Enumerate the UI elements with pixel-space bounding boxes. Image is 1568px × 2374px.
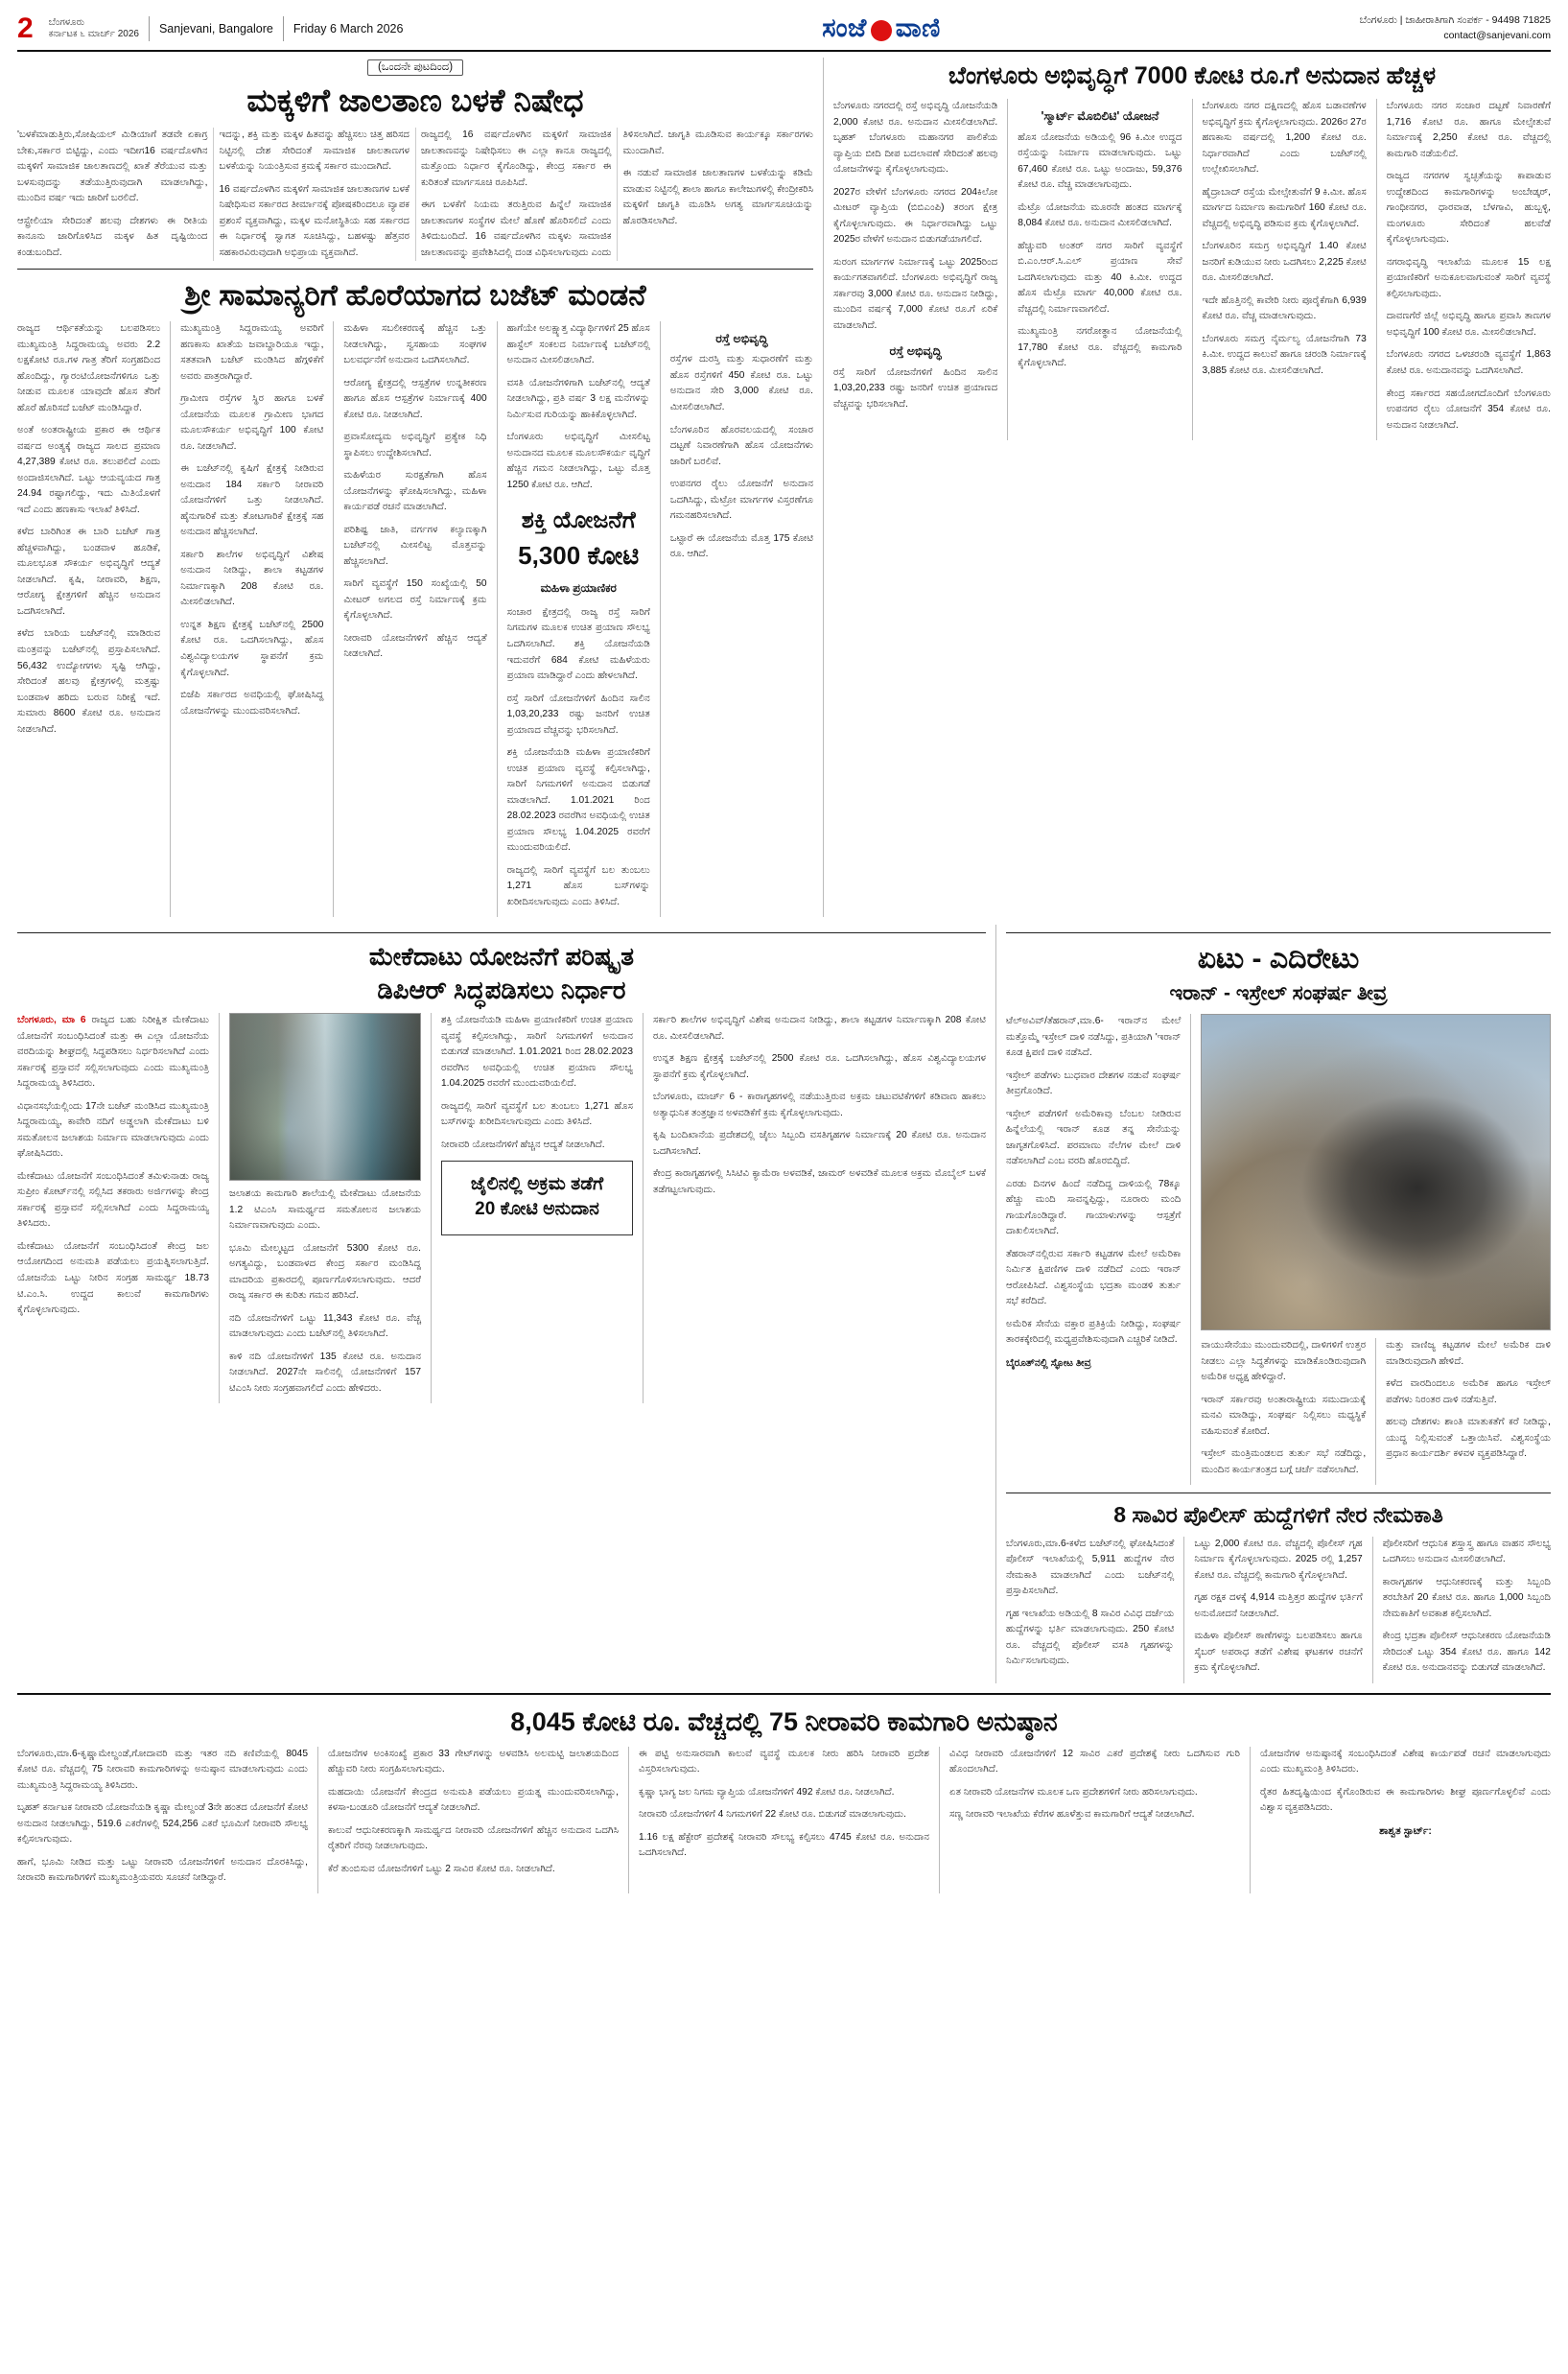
budget-col-1	[17, 321, 160, 917]
band-top	[17, 58, 1551, 917]
paragraph: ಕೃಷ್ಣಾ ಭಾಗ್ಯ ಜಲ ನಿಗಮ ವ್ಯಾಪ್ತಿಯ ಯೋಜನೆಗಳಿಗೆ 492 ಕೋಟಿ ರೂ. ನೀಡಲಾಗಿದೆ.	[639, 1786, 895, 1798]
paragraph: ಇರಾನ್ ಸರ್ಕಾರವು ಅಂತಾರಾಷ್ಟ್ರೀಯ ಸಮುದಾಯಕ್ಕೆ ಮನವಿ ಮಾಡಿದ್ದು, ಸಂಘರ್ಷ ನಿಲ್ಲಿಸಲು ಮಧ್ಯಸ್ಥಿಕೆ ವಹಿಸುವಂತೆ ಕೋರಿದೆ.	[1201, 1394, 1367, 1437]
headline-jail-line1: ಜೈಲಿನಲ್ಲಿ ಅಕ್ರಮ ತಡೆಗೆ	[470, 1174, 604, 1195]
paragraph: ಇದೇ ಹೊತ್ತಿನಲ್ಲಿ ಕಾವೇರಿ ನೀರು ಪೂರೈಕೆಗಾಗಿ 6,939 ಕೋಟಿ ರೂ. ವೆಚ್ಚ ಮಾಡಲಾಗುವುದು.	[1202, 294, 1367, 322]
mid-vertical-rule	[995, 925, 996, 1683]
paragraph: ಮುಖ್ಯಮಂತ್ರಿ ನಗರೋತ್ಥಾನ ಯೋಜನೆಯಲ್ಲಿ 17,780 ಕೋಟಿ ರೂ. ವೆಚ್ಚದಲ್ಲಿ ಕಾಮಗಾರಿ ಕೈಗೊಳ್ಳಲಾಗಿದೆ.	[1018, 326, 1182, 369]
paragraph: 1.16 ಲಕ್ಷ ಹೆಕ್ಟೇರ್ ಪ್ರದೇಶಕ್ಕೆ ನೀರಾವರಿ ಸೌಲಭ್ಯ ಕಲ್ಪಿಸಲು 4745 ಕೋಟಿ ರೂ. ಅನುದಾನ ಒದಗಿಸಲಾಗಿದೆ.	[639, 1831, 929, 1859]
paragraph: ರಾಜ್ಯದಲ್ಲಿ ಸಾರಿಗೆ ವ್ಯವಸ್ಥೆಗೆ ಬಲ ತುಂಬಲು 1,271 ಹೊಸ ಬಸ್‌ಗಳನ್ನು ಖರೀದಿಸಲಾಗುವುದು ಎಂದು ತಿಳಿಸಿದೆ.	[506, 864, 650, 907]
paragraph: ಬೆಂಗಳೂರು,ಮಾ.6-ಕಳೆದ ಬಜೆಟ್‌ನಲ್ಲಿ ಘೋಷಿಸಿದಂತೆ ಪೊಲೀಸ್ ಇಲಾಖೆಯಲ್ಲಿ 5,911 ಹುದ್ದೆಗಳ ನೇರ ನೇಮಕಾತಿ ಮಾಡಲಾಗಿದೆ ಎಂದು ಬಜೆಟ್‌ನಲ್ಲಿ ಪ್ರಸ್ತಾಪಿಸಲಾಗಿದೆ.	[1006, 1538, 1175, 1597]
iran-lower-columns	[1201, 1338, 1551, 1485]
headline-iran-line2: ಇರಾನ್ - ಇಸ್ರೇಲ್ ಸಂಘರ್ಷ ತೀವ್ರ	[1169, 981, 1388, 1004]
paragraph: ಬೆಂಗಳೂರು,ಮಾ.6-ಕೃಷ್ಣಾಮೇಲ್ದಂಡೆ,ಗೋದಾವರಿ ಮತ್ತು ಇತರ ನದಿ ಕಣಿವೆಯಲ್ಲಿ 8045 ಕೋಟಿ ರೂ. ವೆಚ್ಚದಲ್ಲಿ 75 ನೀರಾವರಿ ಕಾಮಗಾರಿಗಳನ್ನು ಅನುಷ್ಠಾನ ಮಾಡಲಾಗುವುದು ಎಂದು ಮುಖ್ಯಮಂತ್ರಿ ಸಿದ್ದರಾಮಯ್ಯ ತಿಳಿಸಿದರು.	[17, 1748, 308, 1791]
column-rule	[1183, 1537, 1184, 1683]
paragraph: ಆರೋಗ್ಯ ಕ್ಷೇತ್ರದಲ್ಲಿ ಆಸ್ಪತ್ರೆಗಳ ಉನ್ನತೀಕರಣ ಹಾಗೂ ಹೊಸ ಆಸ್ಪತ್ರೆಗಳ ನಿರ್ಮಾಣಕ್ಕೆ 400 ಕೋಟಿ ರೂ. ನೀಡಲಾಗಿದೆ.	[343, 377, 487, 420]
rule-above-iran	[1006, 932, 1551, 933]
mekedatu-col-4	[653, 1013, 986, 1403]
paragraph: ಕಾಳಿ ನದಿ ಯೋಜನೆಗಳಿಗೆ 135 ಕೋಟಿ ರೂ. ಅನುದಾನ ನೀಡಲಾಗಿದೆ. 2027ನೇ ಸಾಲಿನಲ್ಲಿ ಯೋಜನೆಗಳಿಗೆ 157 ಟಿಎಂಸಿ ನೀರು ಸಂಗ್ರಹವಾಗಲಿದೆ ಎಂದು ಹೇಳಿದರು.	[229, 1351, 421, 1394]
paragraph: ಇಸ್ರೇಲ್ ಪಡೆಗಳು ಬುಧವಾರ ದೇಶಗಳ ನಡುವೆ ಸಂಘರ್ಷ ತೀವ್ರಗೊಂಡಿದೆ.	[1006, 1069, 1182, 1097]
paragraph: ಹೈದ್ರಾಬಾದ್ ರಸ್ತೆಯ ಮೇಲ್ಸೇತುವೆಗೆ 9 ಕಿ.ಮೀ. ಹೊಸ ಮಾರ್ಗದ ನಿರ್ಮಾಣ ಕಾಮಗಾರಿಗೆ 160 ಕೋಟಿ ರೂ. ವೆಚ್ಚದಲ್ಲಿ ಅಭಿವೃದ್ಧಿ ಪಡಿಸುವ ಕ್ರಮ ಕೈಗೊಳ್ಳಲಾಗಿದೆ.	[1202, 186, 1367, 229]
photo-explosion-smoke	[1201, 1014, 1551, 1330]
story-water-body	[17, 128, 813, 261]
paragraph: ತೆಹರಾನ್‌ನಲ್ಲಿರುವ ಸರ್ಕಾರಿ ಕಟ್ಟಡಗಳ ಮೇಲೆ ಅಮೆರಿಕಾ ನಿರ್ಮಿತ ಕ್ಷಿಪಣಿಗಳ ದಾಳಿ ನಡೆದಿದೆ ಎಂದು ಇರಾನ್ ಆರೋಪಿಸಿದೆ. ವಿಶ್ವಸಂಸ್ಥೆಯ ಭದ್ರತಾ ಮಂಡಳಿ ತುರ್ತು ಸಭೆ ಕರೆದಿದೆ.	[1006, 1248, 1182, 1307]
masthead-contact	[1360, 13, 1551, 44]
mekedatu-col-3	[441, 1013, 633, 1403]
masthead-date: Friday 6 March 2026	[293, 22, 404, 35]
paragraph: ರಸ್ತೆ ಸಾರಿಗೆ ಯೋಜನೆಗಳಿಗೆ ಹಿಂದಿನ ಸಾಲಿನ 1,03,20,233 ರಷ್ಟು ಜನರಿಗೆ ಉಚಿತ ಪ್ರಯಾಣದ ವೆಚ್ಚವನ್ನು ಭರಿಸಲಾಗಿದೆ.	[833, 366, 998, 410]
column-rule	[317, 1747, 318, 1893]
paragraph: ಒಟ್ಟಾರೆ ಈ ಯೋಜನೆಯ ಮೊತ್ತ 175 ಕೋಟಿ ರೂ. ಆಗಿದೆ.	[669, 532, 814, 560]
paragraph: ರಸ್ತೆ ಸಾರಿಗೆ ಯೋಜನೆಗಳಿಗೆ ಹಿಂದಿನ ಸಾಲಿನ 1,03,20,233 ರಷ್ಟು ಜನರಿಗೆ ಉಚಿತ ಪ್ರಯಾಣದ ವೆಚ್ಚವನ್ನು ಭರಿಸಲಾಗಿದೆ.	[506, 693, 650, 736]
masthead-left	[17, 14, 403, 43]
subsection-smart-mobility: 'ಸ್ಮಾರ್ಟ್‌ ಮೊಬಿಲಿಟಿ' ಯೋಜನೆ	[1041, 109, 1159, 124]
photo-mekedatu-river	[229, 1013, 421, 1181]
lead-text: ರಾಜ್ಯದ ಬಹು ನಿರೀಕ್ಷಿತ ಮೇಕೆದಾಟು ಯೋಜನೆಗೆ ಸಂಬಂಧಿಸಿದಂತೆ ಮತ್ತು ಈ ಎಲ್ಲಾ ಯೋಜನೆಯ ವರದಿಯನ್ನು ಶೀಘ್ರದಲ್ಲಿ ಸಿದ್ಧಪಡಿಸಲು ನಿರ್ಧರಿಸಲಾಗಿದೆ ಎಂದು ಸರ್ಕಾರಕ್ಕೆ ಪ್ರಸ್ತಾವನೆ ಸಲ್ಲಿಸಲಾಗುವುದು ಎಂದು ಮುಖ್ಯಮಂತ್ರಿ ಸಿದ್ದರಾಮಯ್ಯ ತಿಳಿಸಿದರು.	[17, 1015, 209, 1090]
contact-phone: ಬೆಂಗಳೂರು | ಜಾಹೀರಾತಿಗಾಗಿ ಸಂಪರ್ಕ - 94498 71825	[1359, 14, 1551, 27]
headline-shakti-amount: 5,300 ಕೋಟಿ	[518, 541, 640, 571]
column-rule	[643, 1013, 644, 1403]
paragraph: ಕಳೆದ ಬಾರಿಯ ಬಜೆಟ್‌ನಲ್ಲಿ ಮಾಡಿರುವ ಮಂತ್ರವನ್ನು ಬಜೆಟ್‌ನಲ್ಲಿ ಪ್ರಸ್ತಾಪಿಸಲಾಗಿದೆ. 56,432 ಉದ್ಯೋಗಗಳು ಸೃಷ್ಟಿ ಆಗಿದ್ದು, ಸೇರಿದಂತೆ ಹಲವು ಕ್ಷೇತ್ರಗಳಲ್ಲಿ ಮತ್ತಷ್ಟು ಬಂಡವಾಳ ಹರಿದು ಬರುವ ನಿರೀಕ್ಷೆ ಇದೆ. ಸುಮಾರು 8600 ಕೋಟಿ ರೂ. ಅನುದಾನ ನೀಡಲಾಗಿದೆ.	[17, 628, 161, 735]
paragraph: ಇದನ್ನು, ಶಕ್ತಿ ಮತ್ತು ಮಕ್ಕಳ ಹಿತವನ್ನು ಹೆಚ್ಚಿಸಲು ಚಿತ್ತ ಹರಿಸದ ನಿಟ್ಟಿನಲ್ಲಿ ದೇಶ ಸೇರಿದಂತೆ ಸಾಮಾಜಿಕ ಜಾಲತಾಣಗಳ ಬಳಕೆಯನ್ನು ನಿಯಂತ್ರಿಸುವ ಕ್ರಮಕ್ಕೆ ಸರ್ಕಾರ ಮುಂದಾಗಿದೆ.	[219, 129, 410, 173]
paragraph: ಗೃಹ ರಕ್ಷಕ ದಳಕ್ಕೆ 4,914 ಮತ್ತಿತ್ತರ ಹುದ್ದೆಗಳ ಭರ್ತಿಗೆ ಅನುಮೋದನೆ ನೀಡಲಾಗಿದೆ.	[1194, 1592, 1363, 1619]
paragraph: ಈಗ ಬಳಕೆಗೆ ನಿಯಮ ತರುತ್ತಿರುವ ಹಿನ್ನೆಲೆ ಸಾಮಾಜಿಕ ಜಾಲತಾಣಗಳ ಸಂಸ್ಥೆಗಳ ಮೇಲೆ ಹೊಣೆ ಹೊರಿಸಲಿದೆ ಎಂದು ತಿಳಿದುಬಂದಿದೆ. 16 ವರ್ಷದೊಳಗಿನ ಮಕ್ಕಳು ಸಾಮಾಜಿಕ ಜಾಲತಾಣವನ್ನು ಪ್ರವೇಶಿಸಿದಲ್ಲಿ ದಂಡ ವಿಧಿಸಲಾಗುವುದು ಎಂದು ತಿಳಿಸಲಾಗಿದೆ. ಜಾಗೃತಿ ಮೂಡಿಸುವ ಕಾರ್ಯಕ್ಕೂ ಸರ್ಕಾರಗಳು ಮುಂದಾಗಿವೆ.	[421, 129, 813, 258]
iran-col-2	[1201, 1338, 1366, 1485]
paragraph: ಗ್ರಾಮೀಣ ರಸ್ತೆಗಳ ಸ್ಥಿರ ಹಾಗೂ ಬಳಕೆ ಯೋಜನೆಯ ಮೂಲಕ ಗ್ರಾಮೀಣ ಭಾಗದ ಮೂಲಸೌಕರ್ಯ ಅಭಿವೃದ್ಧಿಗೆ 100 ಕೋಟಿ ರೂ. ನೀಡಲಾಗಿದೆ.	[180, 393, 324, 452]
masthead-kannada-line2: ಕರ್ನಾಟಕ ೬ ಮಾರ್ಚ್ 2026	[48, 29, 139, 39]
logo-globe-icon	[871, 20, 892, 41]
paragraph: ಪ್ರವಾಸೋದ್ಯಮ ಅಭಿವೃದ್ಧಿಗೆ ಪ್ರತ್ಯೇಕ ನಿಧಿ ಸ್ಥಾಪಿಸಲು ಉದ್ದೇಶಿಸಲಾಗಿದೆ.	[343, 432, 487, 458]
mekedatu-columns	[17, 1013, 986, 1403]
masthead-kannada-line1: ಬೆಂಗಳೂರು	[48, 16, 85, 28]
police-col-1	[1006, 1537, 1174, 1683]
paragraph: ಯೋಜನೆಗಳ ಅಂಕಿಸಂಖ್ಯೆ ಪ್ರಕಾರ 33 ಗೇಟ್‌ಗಳನ್ನು ಅಳವಡಿಸಿ ಅಲಮಟ್ಟಿ ಜಲಾಶಯದಿಂದ ಹೆಚ್ಚುವರಿ ನೀರು ಸಂಗ್ರಹಿಸಲಾಗುವುದು.	[328, 1748, 619, 1775]
paragraph: ನೀರಾವರಿ ಯೋಜನೆಗಳಿಗೆ 4 ನಿಗಮಗಳಿಗೆ 22 ಕೋಟಿ ರೂ. ಬಿಡುಗಡೆ ಮಾಡಲಾಗುವುದು.	[639, 1809, 906, 1821]
rule-below-water	[17, 269, 813, 270]
column-rule	[1372, 1537, 1373, 1683]
logo-text-right: ವಾಣಿ	[895, 13, 941, 42]
paragraph: ರಾಜ್ಯದ ನಗರಗಳ ಸ್ವಚ್ಛತೆಯನ್ನು ಕಾಪಾಡುವ ಉದ್ದೇಶದಿಂದ ಕಾಮಗಾರಿಗಳನ್ನು ಅಂಬೇಡ್ಕರ್, ಗಾಂಧೀನಗರ, ಧಾರವಾಡ, ಬೆಳಗಾವಿ, ಹುಬ್ಬಳ್ಳಿ, ಮಂಗಳೂರು ಸೇರಿದಂತೆ ಹಲವೆಡೆ ಕೈಗೊಳ್ಳಲಾಗುವುದು.	[1386, 171, 1551, 246]
jail-story-box	[441, 1161, 633, 1235]
shakti-subhead: ಮಹಿಳಾ ಪ್ರಯಾಣಿಕರ	[540, 580, 617, 595]
iran-zone	[1006, 925, 1551, 1683]
paragraph: ಬೃಹತ್ ಕರ್ನಾಟಕ ನೀರಾವರಿ ಯೋಜನೆಯಡಿ ಕೃಷ್ಣಾ ಮೇಲ್ದಂಡೆ 3ನೇ ಹಂತದ ಯೋಜನೆಗೆ ಕೋಟಿ ಅನುದಾನ ನೀಡಲಾಗಿದ್ದು, 519.6 ಎಕರೆಗಳಲ್ಲಿ 524,256 ಎಕರೆ ಭೂಮಿಗೆ ನೀರಾವರಿ ಸೌಲಭ್ಯ ಕಲ್ಪಿಸಲಾಗುವುದು.	[17, 1802, 308, 1845]
paragraph: ರೈತರ ಹಿತದೃಷ್ಟಿಯಿಂದ ಕೈಗೊಂಡಿರುವ ಈ ಕಾಮಗಾರಿಗಳು ಶೀಘ್ರ ಪೂರ್ಣಗೊಳ್ಳಲಿವೆ ಎಂದು ವಿಶ್ವಾಸ ವ್ಯಕ್ತಪಡಿಸಿದರು.	[1260, 1786, 1551, 1814]
bengaluru-col-3	[1203, 99, 1367, 440]
irrigation-col-5	[1260, 1747, 1551, 1893]
irrigation-col-1	[17, 1747, 308, 1893]
paragraph: ಹಲವು ದೇಶಗಳು ಶಾಂತಿ ಮಾತುಕತೆಗೆ ಕರೆ ನೀಡಿದ್ದು, ಯುದ್ಧ ನಿಲ್ಲಿಸುವಂತೆ ಒತ್ತಾಯಿಸಿವೆ. ವಿಶ್ವಸಂಸ್ಥೆಯ ಪ್ರಧಾನ ಕಾರ್ಯದರ್ಶಿ ಕಳವಳ ವ್ಯಕ್ತಪಡಿಸಿದ್ದಾರೆ.	[1386, 1417, 1552, 1460]
headline-police: 8 ಸಾವಿರ ಪೊಲೀಸ್ ಹುದ್ದೆಗಳಿಗೆ ನೇರ ನೇಮಕಾತಿ	[1113, 1502, 1443, 1528]
irrigation-columns	[17, 1747, 1551, 1893]
lead-paragraph: ಟೆಲ್‌ಅವಿವ್/ತೆಹರಾನ್,ಮಾ.6- ಇರಾನ್‌ನ ಮೇಲೆ ಮತ್ತೊಮ್ಮೆ ಇಸ್ರೇಲ್ ದಾಳಿ ನಡೆಸಿದ್ದು, ಪ್ರತಿಯಾಗಿ 'ಇರಾನ್ ಕೂಡ ಕ್ಷಿಪಣಿ ದಾಳಿ ನಡೆಸಿದೆ.	[1006, 1016, 1182, 1059]
paragraph: ಕಾರಾಗೃಹಗಳ ಆಧುನೀಕರಣಕ್ಕೆ ಮತ್ತು ಸಿಬ್ಬಂದಿ ತರಬೇತಿಗೆ 20 ಕೋಟಿ ರೂ. ಹಾಗೂ 1,000 ಸಿಬ್ಬಂದಿ ನೇಮಕಾತಿಗೆ ಅವಕಾಶ ಕಲ್ಪಿಸಲಾಗಿದೆ.	[1382, 1576, 1551, 1619]
paragraph: ಈ ಪಟ್ಟಿ ಅನುಸಾರವಾಗಿ ಕಾಲುವೆ ವ್ಯವಸ್ಥೆ ಮೂಲಕ ನೀರು ಹರಿಸಿ ನೀರಾವರಿ ಪ್ರದೇಶ ವಿಸ್ತರಿಸಲಾಗುವುದು.	[639, 1748, 929, 1775]
column-rule	[660, 321, 661, 917]
paragraph: ಈ ಬಜೆಟ್‌ನಲ್ಲಿ ಕೃಷಿಗೆ ಕ್ಷೇತ್ರಕ್ಕೆ ನೀಡಿರುವ ಅನುದಾನ 184 ಸರ್ಕಾರಿ ನೀರಾವರಿ ಯೋಜನೆಗಳಿಗೆ ಒತ್ತು ನೀಡಲಾಗಿದೆ. ಹೈನುಗಾರಿಕೆ ಮತ್ತು ತೋಟಗಾರಿಕೆ ಕ್ಷೇತ್ರಕ್ಕೆ ಸಹ ಅನುದಾನ ಹೆಚ್ಚಿಸಲಾಗಿದೆ.	[180, 463, 324, 538]
photo-caption-iran: ಬೈರೂತ್‌ನಲ್ಲಿ ಸ್ಫೋಟ ತೀವ್ರ	[1006, 1356, 1091, 1369]
paragraph: 16 ವರ್ಷದೊಳಗಿನ ಮಕ್ಕಳಿಗೆ ಸಾಮಾಜಿಕ ಜಾಲತಾಣಗಳ ಬಳಕೆ ನಿಷೇಧಿಸುವ ಸರ್ಕಾರದ ತೀರ್ಮಾನಕ್ಕೆ ಪೋಷಕರಿಂದಲೂ ವ್ಯಾಪಕ ಪ್ರಶಂಸೆ ವ್ಯಕ್ತವಾಗಿದ್ದು, ಮಕ್ಕಳ ಮನೋಸ್ಥಿತಿಯ ಸಹ ಸರ್ಕಾರದ ಈ ನಿರ್ಧಾರಕ್ಕೆ ಸ್ವಾಗತ ಸೂಚಿಸಿದ್ದು, ಬಹಳಷ್ಟು ಹೆತ್ತವರ ಸಹಕಾರವಿರುವುದಾಗಿ ಅಭಿಪ್ರಾಯ ವ್ಯಕ್ತವಾಗಿದೆ.	[219, 183, 410, 258]
paragraph: ಮಹಿಳೆಯರ ಸುರಕ್ಷತೆಗಾಗಿ ಹೊಸ ಯೋಜನೆಗಳನ್ನು ಘೋಷಿಸಲಾಗಿದ್ದು, ಮಹಿಳಾ ಕಾರ್ಯಪಡೆ ರಚನೆ ಮಾಡಲಾಗಿದೆ.	[343, 470, 487, 513]
paragraph: ಮಹದಾಯಿ ಯೋಜನೆಗೆ ಕೇಂದ್ರದ ಅನುಮತಿ ಪಡೆಯಲು ಪ್ರಯತ್ನ ಮುಂದುವರಿಸಲಾಗಿದ್ದು, ಕಳಸಾ-ಬಂಡೂರಿ ಯೋಜನೆಗೆ ಆದ್ಯತೆ ನೀಡಲಾಗಿದೆ.	[328, 1786, 619, 1814]
paragraph: ವಸತಿ ಯೋಜನೆಗಳಿಗಾಗಿ ಬಜೆಟ್‌ನಲ್ಲಿ ಆದ್ಯತೆ ನೀಡಲಾಗಿದ್ದು, ಪ್ರತಿ ವರ್ಷ 3 ಲಕ್ಷ ಮನೆಗಳನ್ನು ನಿರ್ಮಿಸುವ ಗುರಿಯನ್ನು ಹಾಕಿಕೊಳ್ಳಲಾಗಿದೆ.	[506, 377, 650, 420]
paragraph: ಸರ್ಕಾರಿ ಶಾಲೆಗಳ ಅಭಿವೃದ್ಧಿಗೆ ವಿಶೇಷ ಅನುದಾನ ನೀಡಿದ್ದು, ಶಾಲಾ ಕಟ್ಟಡಗಳ ನಿರ್ಮಾಣಕ್ಕಾಗಿ 208 ಕೋಟಿ ರೂ. ಮೀಸಲಿಡಲಾಗಿದೆ.	[180, 549, 324, 608]
masthead-divider-2	[283, 16, 284, 41]
contact-email[interactable]: contact@sanjevani.com	[1443, 30, 1551, 41]
iran-columns	[1006, 1014, 1551, 1485]
iran-col-1	[1006, 1014, 1181, 1485]
iran-col-3	[1386, 1338, 1551, 1485]
paragraph: ಅಮೆರಿಕ ಸೇನೆಯ ವಕ್ತಾರ ಪ್ರತಿಕ್ರಿಯೆ ನೀಡಿದ್ದು, ಸಂಘರ್ಷ ತಾರಕಕ್ಕೇರಿದಲ್ಲಿ ಮಧ್ಯಪ್ರವೇಶಿಸುವುದಾಗಿ ಎಚ್ಚರಿಕೆ ನೀಡಿದೆ.	[1006, 1318, 1182, 1346]
paragraph: ಶಕ್ತಿ ಯೋಜನೆಯಡಿ ಮಹಿಳಾ ಪ್ರಯಾಣಿಕರಿಗೆ ಉಚಿತ ಪ್ರಯಾಣ ವ್ಯವಸ್ಥೆ ಕಲ್ಪಿಸಲಾಗಿದ್ದು, ಸಾರಿಗೆ ನಿಗಮಗಳಿಗೆ ಅನುದಾನ ಬಿಡುಗಡೆ ಮಾಡಲಾಗಿದೆ. 1.01.2021 ರಿಂದ 28.02.2023 ರವರೆಗಿನ ಅವಧಿಯಲ್ಲಿ ಉಚಿತ ಪ್ರಯಾಣ ಸೌಲಭ್ಯ 1.04.2025 ರವರೆಗೆ ಮುಂದುವರಿಯಲಿದೆ.	[506, 747, 650, 854]
paragraph: ಆಸ್ಟ್ರೇಲಿಯಾ ಸೇರಿದಂತೆ ಹಲವು ದೇಶಗಳು ಈ ರೀತಿಯ ಕಾನೂನು ಜಾರಿಗೊಳಿಸಿದ ಮಕ್ಕಳ ಹಿತ ದೃಷ್ಟಿಯಿಂದ ಕಂಡುಬಂದಿದೆ.	[17, 215, 208, 258]
paragraph: ಏತ ನೀರಾವರಿ ಯೋಜನೆಗಳ ಮೂಲಕ ಒಣ ಪ್ರದೇಶಗಳಿಗೆ ನೀರು ಹರಿಸಲಾಗುವುದು.	[949, 1786, 1198, 1798]
paragraph: ಬೆಂಗಳೂರು ನಗರದಲ್ಲಿ ರಸ್ತೆ ಅಭಿವೃದ್ಧಿ ಯೋಜನೆಯಡಿ 2,000 ಕೋಟಿ ರೂ. ಅನುದಾನ ಮೀಸಲಿಡಲಾಗಿದೆ. ಬೃಹತ್ ಬೆಂಗಳೂರು ಮಹಾನಗರ ಪಾಲಿಕೆಯ ವ್ಯಾಪ್ತಿಯ ಬೀದಿ ದೀಪ ಬದಲಾವಣೆ ಸೇರಿದಂತೆ ಹಲವು ಯೋಜನೆಗಳನ್ನು ಕೈಗೊಳ್ಳಲಾಗುವುದು.	[833, 101, 998, 176]
paragraph: ಬೆಂಗಳೂರು, ಮಾರ್ಚ್ 6 - ಕಾರಾಗೃಹಗಳಲ್ಲಿ ನಡೆಯುತ್ತಿರುವ ಅಕ್ರಮ ಚಟುವಟಿಕೆಗಳಿಗೆ ಕಡಿವಾಣ ಹಾಕಲು ಅತ್ಯಾಧುನಿಕ ತಂತ್ರಜ್ಞಾನ ಅಳವಡಿಕೆಗೆ ಕ್ರಮ ಕೈಗೊಳ್ಳಲಾಗುವುದು.	[653, 1092, 986, 1118]
paragraph: ಉಪನಗರ ರೈಲು ಯೋಜನೆಗೆ ಅನುದಾನ ಒದಗಿಸಿದ್ದು, ಮೆಟ್ರೋ ಮಾರ್ಗಗಳ ವಿಸ್ತರಣೆಗೂ ಗಮನಹರಿಸಲಾಗಿದೆ.	[669, 479, 814, 522]
paragraph: ಮಹಿಳಾ ಪೊಲೀಸ್ ಠಾಣೆಗಳನ್ನು ಬಲಪಡಿಸಲು ಹಾಗೂ ಸೈಬರ್ ಅಪರಾಧ ತಡೆಗೆ ವಿಶೇಷ ಘಟಕಗಳ ರಚನೆಗೆ ಕ್ರಮ ಕೈಗೊಳ್ಳಲಾಗಿದೆ.	[1194, 1631, 1363, 1674]
column-rule	[333, 321, 334, 917]
paragraph: ಹೆಚ್ಚುವರಿ ಅಂತರ್ ನಗರ ಸಾರಿಗೆ ವ್ಯವಸ್ಥೆಗೆ ಬಿ.ಎಂ.ಆರ್.ಸಿ.ಎಲ್ ಪ್ರಯಾಣ ಸೇವೆ ಒದಗಿಸಲಾಗುವುದು ಮತ್ತು 40 ಕಿ.ಮೀ. ಉದ್ದದ ಹೊಸ ಮೆಟ್ರೊ ಮಾರ್ಗ 40,000 ಕೋಟಿ ರೂ. ವೆಚ್ಚದಲ್ಲಿ ನಿರ್ಮಾಣವಾಗಲಿದೆ.	[1018, 240, 1182, 315]
paragraph: ಸರ್ಕಾರಿ ಶಾಲೆಗಳ ಅಭಿವೃದ್ಧಿಗೆ ವಿಶೇಷ ಅನುದಾನ ನೀಡಿದ್ದು, ಶಾಲಾ ಕಟ್ಟಡಗಳ ನಿರ್ಮಾಣಕ್ಕಾಗಿ 208 ಕೋಟಿ ರೂ. ಮೀಸಲಿಡಲಾಗಿದೆ.	[653, 1015, 986, 1042]
paragraph: ಇಸ್ರೇಲ್ ಮಂತ್ರಿಮಂಡಲದ ತುರ್ತು ಸಭೆ ನಡೆದಿದ್ದು, ಮುಂದಿನ ಕಾರ್ಯತಂತ್ರದ ಬಗ್ಗೆ ಚರ್ಚೆ ನಡೆಸಲಾಗಿದೆ.	[1201, 1448, 1367, 1475]
paragraph: ಇಸ್ರೇಲ್ ಪಡೆಗಳಿಗೆ ಅಮೆರಿಕಾವು ಬೆಂಬಲ ನೀಡಿರುವ ಹಿನ್ನೆಲೆಯಲ್ಲಿ ಇರಾನ್ ಕೂಡ ತನ್ನ ಸೇನೆಯನ್ನು ಜಾಗೃತಗೊಳಿಸಿದೆ. ಪರಮಾಣು ನೆಲೆಗಳ ಮೇಲೆ ದಾಳಿ ನಡೆಸಲಾಗಿದೆ ಎಂಬ ವರದಿ ಹೊರಬಿದ್ದಿದೆ.	[1006, 1108, 1182, 1167]
paragraph: ಕೇಂದ್ರ ಕಾರಾಗೃಹಗಳಲ್ಲಿ ಸಿಸಿಟಿವಿ ಕ್ಯಾಮೆರಾ ಅಳವಡಿಕೆ, ಜಾಮರ್ ಅಳವಡಿಕೆ ಮೂಲಕ ಅಕ್ರಮ ಮೊಬೈಲ್‌ ಬಳಕೆ ತಡೆಗಟ್ಟಲಾಗುವುದು.	[653, 1168, 986, 1195]
kicker-continued: (ಒಂದನೇ ಪುಟದಿಂದ)	[367, 59, 463, 76]
column-rule	[1190, 1014, 1191, 1485]
subsection-road-dev: ರಸ್ತೆ ಅಭಿವೃದ್ಧಿ	[715, 332, 768, 346]
paragraph: ಸಂಚಾರ ಕ್ಷೇತ್ರದಲ್ಲಿ ರಾಜ್ಯ ರಸ್ತೆ ಸಾರಿಗೆ ನಿಗಮಗಳ ಮೂಲಕ ಉಚಿತ ಪ್ರಯಾಣ ಸೌಲಭ್ಯ ಒದಗಿಸಲಾಗಿದೆ. ಶಕ್ತಿ ಯೋಜನೆಯಡಿ ಇದುವರೆಗೆ 684 ಕೋಟಿ ಮಹಿಳೆಯರು ಪ್ರಯಾಣ ಮಾಡಿದ್ದಾರೆ ಎಂದು ಹೇಳಲಾಗಿದೆ.	[506, 606, 650, 682]
budget-col-4	[507, 321, 650, 917]
paragraph: ಮೇಕೆದಾಟು ಯೋಜನೆಗೆ ಸಂಬಂಧಿಸಿದಂತೆ ಕೇಂದ್ರ ಜಲ ಆಯೋಗದಿಂದ ಅನುಮತಿ ಪಡೆಯಲು ಪ್ರಯತ್ನಿಸಲಾಗುತ್ತಿದೆ. ಯೋಜನೆಯ ಒಟ್ಟು ನೀರಿನ ಸಂಗ್ರಹ ಸಾಮರ್ಥ್ಯ 18.73 ಟಿ.ಎಂ.ಸಿ. ಉದ್ದದ ಕಾಲುವೆ ಕಾಮಗಾರಿಗಳು ಕೈಗೊಳ್ಳಲಾಗುವುದು.	[17, 1240, 209, 1316]
paragraph: ಕೇಂದ್ರ ಸರ್ಕಾರದ ಸಹಯೋಗದೊಂದಿಗೆ ಬೆಂಗಳೂರು ಉಪನಗರ ರೈಲು ಯೋಜನೆಗೆ 354 ಕೋಟಿ ರೂ. ಅನುದಾನ ನೀಡಲಾಗಿದೆ.	[1386, 388, 1551, 431]
paragraph: ಯೋಜನೆಗಳ ಅನುಷ್ಠಾನಕ್ಕೆ ಸಂಬಂಧಿಸಿದಂತೆ ವಿಶೇಷ ಕಾರ್ಯಪಡೆ ರಚನೆ ಮಾಡಲಾಗುವುದು ಎಂದು ಮುಖ್ಯಮಂತ್ರಿ ತಿಳಿಸಿದರು.	[1260, 1748, 1551, 1775]
paragraph: ರಸ್ತೆಗಳ ದುರಸ್ತಿ ಮತ್ತು ಸುಧಾರಣೆಗೆ ಮತ್ತು ಹೊಸ ರಸ್ತೆಗಳಿಗೆ 450 ಕೋಟಿ ರೂ. ಒಟ್ಟು ಅನುದಾನ ಸೇರಿ 3,000 ಕೋಟಿ ರೂ. ಮೀಸಲಿಡಲಾಗಿದೆ.	[669, 354, 814, 412]
paragraph: ಶಕ್ತಿ ಯೋಜನೆಯಡಿ ಮಹಿಳಾ ಪ್ರಯಾಣಿಕರಿಗೆ ಉಚಿತ ಪ್ರಯಾಣ ವ್ಯವಸ್ಥೆ ಕಲ್ಪಿಸಲಾಗಿದ್ದು, ಸಾರಿಗೆ ನಿಗಮಗಳಿಗೆ ಅನುದಾನ ಬಿಡುಗಡೆ ಮಾಡಲಾಗಿದೆ. 1.01.2021 ರಿಂದ 28.02.2023 ರವರೆಗಿನ ಅವಧಿಯಲ್ಲಿ ಉಚಿತ ಪ್ರಯಾಣ ಸೌಲಭ್ಯ 1.04.2025 ರವರೆಗೆ ಮುಂದುವರಿಯಲಿದೆ.	[441, 1015, 633, 1090]
page-number: 2	[17, 12, 34, 44]
irrigation-col-3	[639, 1747, 929, 1893]
column-rule	[628, 1747, 629, 1893]
paragraph: ನೀರಾವರಿ ಯೋಜನೆಗಳಿಗೆ ಹೆಚ್ಚಿನ ಆದ್ಯತೆ ನೀಡಲಾಗಿದೆ.	[441, 1139, 605, 1150]
paragraph: ಹಾಗೆ, ಭೂಮಿ ನೀಡಿದ ಮತ್ತು ಒಟ್ಟು ನೀರಾವರಿ ಯೋಜನೆಗಳಿಗೆ ಅನುದಾನ ದೊರಕಿಸಿದ್ದು, ನೀರಾವರಿ ಕಾಮಗಾರಿಗಳಿಗೆ ಮುಖ್ಯಮಂತ್ರಿಯವರು ಸೂಚನೆ ನೀಡಿದ್ದಾರೆ.	[17, 1856, 308, 1884]
paragraph	[17, 1013, 209, 1093]
paragraph: ನೀರಾವರಿ ಯೋಜನೆಗಳಿಗೆ ಹೆಚ್ಚಿನ ಆದ್ಯತೆ ನೀಡಲಾಗಿದೆ.	[343, 632, 487, 660]
rule-above-mekedatu	[17, 932, 986, 933]
headline-irrigation: 8,045 ಕೋಟಿ ರೂ. ವೆಚ್ಚದಲ್ಲಿ 75 ನೀರಾವರಿ ಕಾಮಗಾರಿ ಅನುಷ್ಠಾನ	[510, 1707, 1058, 1736]
mekedatu-caption-block	[229, 1187, 421, 1397]
paragraph: ಪೊಲೀಸರಿಗೆ ಆಧುನಿಕ ಶಸ್ತ್ರಾಸ್ತ್ರ ಹಾಗೂ ವಾಹನ ಸೌಲಭ್ಯ ಒದಗಿಸಲು ಅನುದಾನ ಮೀಸಲಿಡಲಾಗಿದೆ.	[1382, 1538, 1551, 1565]
mid-left-zone	[17, 925, 986, 1683]
column-rule	[939, 1747, 940, 1893]
column-rule	[219, 1013, 220, 1403]
budget-col-2	[180, 321, 323, 917]
paragraph: ಬೆಂಗಳೂರಿನ ಸಮಗ್ರ ಅಭಿವೃದ್ಧಿಗೆ 1.40 ಕೋಟಿ ಜನರಿಗೆ ಕುಡಿಯುವ ನೀರು ಒದಗಿಸಲು 2,225 ಕೋಟಿ ರೂ. ಮೀಸಲಿಡಲಾಗಿದೆ.	[1202, 241, 1367, 284]
police-col-3	[1383, 1537, 1551, 1683]
paragraph: ಮಹಿಳಾ ಸಬಲೀಕರಣಕ್ಕೆ ಹೆಚ್ಚಿನ ಒತ್ತು ನೀಡಲಾಗಿದ್ದು, ಸ್ವಸಹಾಯ ಸಂಘಗಳ ಬಲವರ್ಧನೆಗೆ ಅನುದಾನ ಒದಗಿಸಲಾಗಿದೆ.	[343, 323, 487, 366]
paragraph: ಮೇಕೆದಾಟು ಯೋಜನೆಗೆ ಸಂಬಂಧಿಸಿದಂತೆ ತಮಿಳುನಾಡು ರಾಜ್ಯ ಸುಪ್ರೀಂ ಕೋರ್ಟ್‌ನಲ್ಲಿ ಸಲ್ಲಿಸಿದ ತಕರಾರು ಅರ್ಜಿಗಳನ್ನು ಕೇಂದ್ರ ಸರ್ಕಾರಕ್ಕೆ ಪ್ರಸ್ತಾವನೆ ಸಲ್ಲಿಸಲಾಗಿದೆ ಎಂದು ಸಿದ್ದರಾಮಯ್ಯ ತಿಳಿಸಿದರು.	[17, 1170, 209, 1230]
masthead-divider-1	[149, 16, 150, 41]
paragraph: ರಾಜ್ಯದ ಆರ್ಥಿಕತೆಯನ್ನು ಬಲಪಡಿಸಲು ಮುಖ್ಯಮಂತ್ರಿ ಸಿದ್ದರಾಮಯ್ಯ ಅವರು 2.2 ಲಕ್ಷಕೋಟಿ ರೂ.ಗಳ ಗಾತ್ರ ತೆರಿಗೆ ಸಂಗ್ರಹದಿಂದ ಹೊಂದಿದ್ದು, ಗ್ಯಾರಂಟಿಯೋಜನೆಗಳಿಗೂ ಒತ್ತು ನೀಡುವ ಮೂಲಕ ಯಾವುದೇ ಹೊಸ ತೆರಿಗೆ ಹೊರೆ ಹೊರಿಸದೆ ಬಜೆಟ್‌ ಮಂಡಿಸಿದ್ದಾರೆ.	[17, 323, 161, 413]
column-rule	[1192, 99, 1193, 440]
story-signature: ಶಾಶ್ವತ ಸ್ಟಾರ್ಟ್:	[1379, 1824, 1432, 1837]
paragraph: ಕಾಲುವೆ ಆಧುನೀಕರಣಕ್ಕಾಗಿ ಸಾಮರ್ಥ್ಯದ ನೀರಾವರಿ ಯೋಜನೆಗಳಿಗೆ ಹೆಚ್ಚಿನ ಅನುದಾನ ಒದಗಿಸಿ ರೈತರಿಗೆ ನೆರವು ನೀಡಲಾಗುವುದು.	[328, 1824, 619, 1852]
headline-iran-line1: ಏಟು - ಎದಿರೇಟು	[1197, 943, 1360, 975]
band-bottom	[17, 1693, 1551, 1893]
paragraph: ಮುಖ್ಯಮಂತ್ರಿ ಸಿದ್ದರಾಮಯ್ಯ ಅವರಿಗೆ ಹಣಕಾಸು ಖಾತೆಯ ಜವಾಬ್ದಾರಿಯೂ ಇದ್ದು, ಸತತವಾಗಿ ಬಜೆಟ್‌ ಮಂಡಿಸಿದ ಹೆಗ್ಗಳಿಕೆಗೆ ಅವರು ಪಾತ್ರರಾಗಿದ್ದಾರೆ.	[180, 323, 324, 382]
headline-mekedatu-line1: ಮೇಕೆದಾಟು ಯೋಜನೆಗೆ ಪರಿಷ್ಕೃತ	[368, 942, 635, 972]
irrigation-col-2	[328, 1747, 619, 1893]
paragraph: ಕೇಂದ್ರ ಭದ್ರತಾ ಪೊಲೀಸ್ ಆಧುನೀಕರಣ ಯೋಜನೆಯಡಿ ಸೇರಿದಂತೆ ಒಟ್ಟು 354 ಕೋಟಿ ರೂ. ಹಾಗೂ 142 ಕೋಟಿ ರೂ. ಅನುದಾನವನ್ನು ಬಿಡುಗಡೆ ಮಾಡಲಾಗಿದೆ.	[1382, 1631, 1551, 1674]
paragraph: ಹೊಸ ಯೋಜನೆಯ ಅಡಿಯಲ್ಲಿ 96 ಕಿ.ಮೀ ಉದ್ದದ ರಸ್ತೆಯನ್ನು ನಿರ್ಮಾಣ ಮಾಡಲಾಗುವುದು. ಒಟ್ಟು 67,460 ಕೋಟಿ ರೂ. ಒಟ್ಟು ಅಂದಾಜು, 59,376 ಕೋಟಿ ರೂ. ವೆಚ್ಚ ಮಾಡಲಾಗುವುದು.	[1018, 131, 1182, 191]
paragraph: ಬೆಂಗಳೂರು ಸಮಗ್ರ ನೈರ್ಮಲ್ಯ ಯೋಜನೆಗಾಗಿ 73 ಕಿ.ಮೀ. ಉದ್ದದ ಕಾಲುವೆ ಹಾಗೂ ಚರಂಡಿ ನಿರ್ಮಾಣಕ್ಕೆ 3,885 ಕೋಟಿ ರೂ. ಮೀಸಲಿಡಲಾಗಿದೆ.	[1202, 333, 1367, 376]
paragraph: ರಾಜ್ಯದಲ್ಲಿ 16 ವರ್ಷದೊಳಗಿನ ಮಕ್ಕಳಿಗೆ ಸಾಮಾಜಿಕ ಜಾಲತಾಣವನ್ನು ನಿಷೇಧಿಸಲು ಈ ಎಲ್ಲಾ ಕಾನೂ ರಾಜ್ಯದಲ್ಲಿ ಮತ್ತೊಂದು ನಿರ್ಧಾರ ಕೈಗೊಂಡಿದ್ದು, ಕೇಂದ್ರ ಸರ್ಕಾರ ಈ ಕುರಿತಂತೆ ಮಾರ್ಗಸೂಚಿ ರೂಪಿಸಿದೆ.	[421, 129, 612, 188]
paragraph: ಈ ನಡುವೆ ಸಾಮಾಜಿಕ ಜಾಲತಾಣಗಳ ಬಳಕೆಯನ್ನು ಕಡಿಮೆ ಮಾಡುವ ನಿಟ್ಟಿನಲ್ಲಿ ಶಾಲಾ ಹಾಗೂ ಕಾಲೇಜುಗಳಲ್ಲಿ ಕೇಂದ್ರೀಕರಿಸಿ ಮಕ್ಕಳಿಗೆ ಜಾಗೃತಿ ಮೂಡಿಸಿ ಅಗತ್ಯ ಮಾರ್ಗಸೂಚಿಯನ್ನು ಹೊರಡಿಸಲಾಗಿದೆ.	[622, 168, 813, 226]
headline-shakti-line1: ಶಕ್ತಿ ಯೋಜನೆಗೆ	[521, 507, 636, 534]
left-zone	[17, 58, 813, 917]
police-col-2	[1194, 1537, 1362, 1683]
paragraph: ನಗರಾಭಿವೃದ್ಧಿ ಇಲಾಖೆಯ ಮೂಲಕ 15 ಲಕ್ಷ ಪ್ರಯಾಣಿಕರಿಗೆ ಅನುಕೂಲವಾಗುವಂತೆ ಸಾರಿಗೆ ವ್ಯವಸ್ಥೆ ಕಲ್ಪಿಸಲಾಗುವುದು.	[1386, 256, 1551, 299]
irrigation-col-4	[949, 1747, 1240, 1893]
dateline: ಬೆಂಗಳೂರು, ಮಾ 6	[17, 1015, 86, 1026]
paragraph: ಬೆಂಗಳೂರು ಅಭಿವೃದ್ಧಿಗೆ ಮೀಸಲಿಟ್ಟ ಅನುದಾನದ ಮೂಲಕ ಮೂಲಸೌಕರ್ಯ ವೃದ್ಧಿಗೆ ಹೆಚ್ಚಿನ ಗಮನ ನೀಡಲಾಗಿದ್ದು, ಒಟ್ಟು ಮೊತ್ತ 1250 ಕೋಟಿ ರೂ. ಆಗಿದೆ.	[506, 432, 650, 490]
paragraph: ದಾವಣಗೆರೆ ಜಿಲ್ಲೆ ಅಭಿವೃದ್ಧಿ ಹಾಗೂ ಪ್ರವಾಸಿ ತಾಣಗಳ ಅಭಿವೃದ್ಧಿಗೆ 100 ಕೋಟಿ ರೂ. ಮೀಸಲಿಡಲಾಗಿದೆ.	[1386, 311, 1551, 338]
bengaluru-columns	[833, 99, 1551, 440]
paragraph: ರಾಜ್ಯದಲ್ಲಿ ಸಾರಿಗೆ ವ್ಯವಸ್ಥೆಗೆ ಬಲ ತುಂಬಲು 1,271 ಹೊಸ ಬಸ್‌ಗಳನ್ನು ಖರೀದಿಸಲಾಗುವುದು ಎಂದು ತಿಳಿಸಿದೆ.	[441, 1100, 633, 1128]
masthead-logo	[822, 13, 941, 44]
headline-budget: ಶ್ರೀ ಸಾಮಾನ್ಯರಿಗೆ ಹೊರೆಯಾಗದ ಬಜೆಟ್‌ ಮಂಡನೆ	[184, 278, 646, 313]
column-rule	[1375, 1338, 1376, 1485]
right-zone	[833, 58, 1551, 917]
headline-bengaluru-7000: ಬೆಂಗಳೂರು ಅಭಿವೃದ್ಧಿಗೆ 7000 ಕೋಟಿ ರೂ.ಗೆ ಅನುದಾನ ಹೆಚ್ಚಳ	[948, 62, 1437, 89]
paragraph: ಹಾಗೆಯೇ ಅಲಕ್ಷ್ಯಾತ್ತ ವಿದ್ಯಾರ್ಥಿಗಳಿಗೆ 25 ಹೊಸ ಹಾಸ್ಟೆಲ್‌ ಸಂಕಲದ ನಿರ್ಮಾಣಕ್ಕೆ ಬಜೆಟ್‌ನಲ್ಲಿ ಅನುದಾನ ಮೀಸಲಿಡಲಾಗಿದೆ.	[506, 323, 650, 366]
paragraph: ಕೃಷಿ ಬಂದಿಖಾನೆಯ ಪ್ರದೇಶದಲ್ಲಿ ಜೈಲು ಸಿಬ್ಬಂದಿ ವಸತಿಗೃಹಗಳ ನಿರ್ಮಾಣಕ್ಕೆ 20 ಕೋಟಿ ರೂ. ಅನುದಾನ ಒದಗಿಸಲಾಗಿದೆ.	[653, 1130, 986, 1157]
masthead-kannada-edition	[49, 17, 139, 41]
paragraph: ವಿಧಾನಸಭೆಯಲ್ಲಿಂದು 17ನೇ ಬಜೆಟ್ ಮಂಡಿಸಿದ ಮುಖ್ಯಮಂತ್ರಿ ಸಿದ್ದರಾಮಯ್ಯ, ಕಾವೇರಿ ನದಿಗೆ ಅಡ್ಡಲಾಗಿ ಮೇಕೆದಾಟು ಬಳಿ ಸಮತೋಲನ ಜಲಾಶಯ ನಿರ್ಮಾಣ ಮಾಡಲಾಗುವುದು ಎಂದು ಘೋಷಿಸಿದರು.	[17, 1100, 209, 1160]
paragraph: ಪರಿಶಿಷ್ಟ ಜಾತಿ, ವರ್ಗಗಳ ಕಲ್ಯಾಣಕ್ಕಾಗಿ ಬಜೆಟ್‌ನಲ್ಲಿ ಮೀಸಲಿಟ್ಟ ಮೊತ್ತವನ್ನು ಹೆಚ್ಚಿಸಲಾಗಿದೆ.	[343, 524, 487, 567]
paragraph: ಸುರಂಗ ಮಾರ್ಗಗಳ ನಿರ್ಮಾಣಕ್ಕೆ ಒಟ್ಟು 2025ರಿಂದ ಕಾರ್ಯಗತವಾಗಲಿದೆ. ಬೆಂಗಳೂರು ಅಭಿವೃದ್ಧಿಗೆ ರಾಜ್ಯ ಸರ್ಕಾರವು 3,000 ಕೋಟಿ ರೂ. ಅನುದಾನ ನೀಡಿದ್ದು, ಮುಂದಿನ ವರ್ಷಕ್ಕೆ 7,000 ಕೋಟಿ ರೂ.ಗೆ ಏರಿಕೆ ಮಾಡಲಾಗಿದೆ.	[833, 256, 998, 331]
paragraph: ಅಂತೆ ಅಂತರಾಷ್ಟ್ರೀಯ ಪ್ರಕಾರ ಈ ಆರ್ಥಿಕ ವರ್ಷದ ಅಂತ್ಯಕ್ಕೆ ರಾಜ್ಯದ ಸಾಲದ ಪ್ರಮಾಣ 4,27,389 ಕೋಟಿ ರೂ. ತಲುಪಲಿದೆ ಎಂದು ಅಂದಾಜಿಸಲಾಗಿದೆ. ಒಟ್ಟು ಆಯವ್ಯಯದ ಗಾತ್ರ 24.94 ರಷ್ಟಾಗಲಿದ್ದು, ಇದು ಮಿತಿಯೊಳಗೆ ಇದೆ ಎಂದು ಹಣಕಾಸು ಇಲಾಖೆ ತಿಳಿಸಿದೆ.	[17, 425, 161, 515]
paragraph: ನದಿ ಯೋಜನೆಗಳಿಗೆ ಒಟ್ಟು 11,343 ಕೋಟಿ ರೂ. ವೆಚ್ಚ ಮಾಡಲಾಗುವುದು ಎಂದು ಬಜೆಟ್‌ನಲ್ಲಿ ತಿಳಿಸಲಾಗಿದೆ.	[229, 1312, 421, 1340]
band-middle	[17, 925, 1551, 1683]
column-rule	[170, 321, 171, 917]
paragraph: ಮತ್ತು ವಾಣಿಜ್ಯ ಕಟ್ಟಡಗಳ ಮೇಲೆ ಅಮೆರಿಕ ದಾಳಿ ಮಾಡಿರುವುದಾಗಿ ಹೇಳಿದೆ.	[1386, 1340, 1552, 1367]
column-rule	[1250, 1747, 1251, 1893]
headline-mekedatu-line2: ಡಿಪಿಆರ್ ಸಿದ್ಧಪಡಿಸಲು ನಿರ್ಧಾರ	[377, 975, 626, 1004]
paragraph: ಸಣ್ಣ ನೀರಾವರಿ ಇಲಾಖೆಯ ಕೆರೆಗಳ ಹೂಳೆತ್ತುವ ಕಾಮಗಾರಿಗೆ ಆದ್ಯತೆ ನೀಡಲಾಗಿದೆ.	[949, 1809, 1195, 1821]
headline-jail-line2: 20 ಕೋಟಿ ಅನುದಾನ	[475, 1199, 599, 1220]
mekedatu-col-1	[17, 1013, 209, 1403]
budget-col-3	[343, 321, 486, 917]
paragraph: ವಾಯುಸೇನೆಯು ಮುಂದುವರಿದಲ್ಲಿ, ದಾಳಿಗಳಿಗೆ ಉತ್ತರ ನೀಡಲು ಎಲ್ಲಾ ಸಿದ್ಧತೆಗಳನ್ನು ಮಾಡಿಕೊಂಡಿರುವುದಾಗಿ ಅಮೆರಿಕ ಅಧ್ಯಕ್ಷ ಹೇಳಿದ್ದಾರೆ.	[1201, 1340, 1367, 1383]
paragraph: 2027ರ ವೇಳೆಗೆ ಬೆಂಗಳೂರು ನಗರದ 204ಕಿಲೋ ಮೀಟರ್ ವ್ಯಾಪ್ತಿಯ (ಬಿಬಿಎಂಪಿ) ತರಂಗ ಕ್ಷೇತ್ರ ಕೈಗೊಳ್ಳಲಾಗುವುದು. ಈ ನಿರ್ಧಾರವಾಗಿದ್ದು ಒಟ್ಟು 2025ರ ವೇಳೆಗೆ ಅನುದಾನ ಬಿಡುಗಡೆಯಾಗಲಿದೆ.	[833, 186, 998, 246]
paragraph: ಮೆಟ್ರೊ ಯೋಜನೆಯ ಮೂರನೇ ಹಂತದ ಮಾರ್ಗಕ್ಕೆ 8,084 ಕೋಟಿ ರೂ. ಅನುದಾನ ಮೀಸಲಿಡಲಾಗಿದೆ.	[1018, 201, 1182, 229]
paragraph: ಗೃಹ ಇಲಾಖೆಯ ಅಡಿಯಲ್ಲಿ 8 ಸಾವಿರ ವಿವಿಧ ದರ್ಜೆಯ ಹುದ್ದೆಗಳನ್ನು ಭರ್ತಿ ಮಾಡಲಾಗುವುದು. 250 ಕೋಟಿ ರೂ. ವೆಚ್ಚದಲ್ಲಿ ಪೊಲೀಸ್ ವಸತಿ ಗೃಹಗಳನ್ನು ನಿರ್ಮಿಸಲಾಗುವುದು.	[1006, 1608, 1175, 1667]
column-rule	[1376, 99, 1377, 440]
paragraph: ಬಿಜೆಪಿ ಸರ್ಕಾರದ ಅವಧಿಯಲ್ಲಿ ಘೋಷಿಸಿದ್ದ ಯೋಜನೆಗಳನ್ನು ಮುಂದುವರಿಸಲಾಗಿದೆ.	[180, 690, 324, 717]
masthead	[17, 13, 1551, 52]
paragraph: ಬೆಂಗಳೂರು ನಗರದ ಒಳಚರಂಡಿ ವ್ಯವಸ್ಥೆಗೆ 1,863 ಕೋಟಿ ರೂ. ಅನುದಾನವನ್ನು ಒದಗಿಸಲಾಗಿದೆ.	[1386, 349, 1551, 376]
iran-photo-col	[1201, 1014, 1551, 1485]
main-vertical-rule	[823, 58, 824, 917]
paragraph: ಬೆಂಗಳೂರು ನಗರ ಸಂಚಾರ ದಟ್ಟಣೆ ನಿವಾರಣೆಗೆ 1,716 ಕೋಟಿ ರೂ. ಹಾಗೂ ಮೇಲ್ಸೇತುವೆ ನಿರ್ಮಾಣಕ್ಕೆ 2,250 ಕೋಟಿ ರೂ. ವೆಚ್ಚದಲ್ಲಿ ಕಾಮಗಾರಿ ನಡೆಯಲಿದೆ.	[1386, 101, 1551, 159]
paragraph: ಭೂಮಿ ಮೇಲ್ಮಟ್ಟದ ಯೋಜನೆಗೆ 5300 ಕೋಟಿ ರೂ. ಅಗತ್ಯವಿದ್ದು, ಬಂಡವಾಳದ ಕೇಂದ್ರ ಸರ್ಕಾರ ಮಂಡಿಸಿದ್ದ ಮಾದರಿಯ ಪ್ರಕಾರದಲ್ಲಿ ಪೂರ್ಣಗೊಳಿಸಲಾಗುವುದು. ಆದರೆ ರಾಜ್ಯ ಸರ್ಕಾರ ಈ ಕುರಿತು ಗಮನ ಹರಿಸಿದೆ.	[229, 1242, 421, 1302]
kicker-wrap	[17, 58, 813, 76]
paragraph: ಕೆರೆ ತುಂಬಿಸುವ ಯೋಜನೆಗಳಿಗೆ ಒಟ್ಟು 2 ಸಾವಿರ ಕೋಟಿ ರೂ. ನೀಡಲಾಗಿದೆ.	[328, 1863, 555, 1874]
paragraph: ಕಳೆದ ಬಾರಿಗಿಂತ ಈ ಬಾರಿ ಬಜೆಟ್‌ ಗಾತ್ರ ಹೆಚ್ಚಳವಾಗಿದ್ದು, ಬಂಡವಾಳ ಹೂಡಿಕೆ, ಮೂಲಭೂತ ಸೌಕರ್ಯ ಅಭಿವೃದ್ಧಿಗೆ ಆದ್ಯತೆ ನೀಡಲಾಗಿದೆ. ಕೃಷಿ, ನೀರಾವರಿ, ಶಿಕ್ಷಣ, ಆರೋಗ್ಯ ಕ್ಷೇತ್ರಗಳಿಗೆ ಹೆಚ್ಚಿನ ಅನುದಾನ ಒದಗಿಸಲಾಗಿದೆ.	[17, 527, 161, 617]
photo-caption: ಜಲಾಶಯ ಕಾಮಗಾರಿ ಶಾಲೆಯಲ್ಲಿ ಮೇಕೆದಾಟು ಯೋಜನೆಯ 1.2 ಟಿಎಂಸಿ ಸಾಮರ್ಥ್ಯದ ಸಮತೋಲನ ಜಲಾಶಯ ನಿರ್ಮಾಣವಾಗುವುದು ಎಂದು.	[229, 1188, 421, 1232]
bengaluru-col-4	[1387, 99, 1551, 440]
paragraph: ಸಾರಿಗೆ ವ್ಯವಸ್ಥೆಗೆ 150 ಸಂಖ್ಯೆಯಲ್ಲಿ 50 ಮೀಟರ್ ಅಗಲದ ರಸ್ತೆ ನಿರ್ಮಾಣಕ್ಕೆ ಕ್ರಮ ಕೈಗೊಳ್ಳಲಾಗಿದೆ.	[343, 578, 487, 622]
bengaluru-col-1	[833, 99, 997, 440]
headline-water-ban: ಮಕ್ಕಳಿಗೆ ಜಾಲತಾಣ ಬಳಕೆ ನಿಷೇಧ	[246, 82, 584, 118]
mekedatu-col-2	[229, 1013, 421, 1403]
bengaluru-col-2	[1018, 99, 1182, 440]
subsection-budget-reserve: ರಸ್ತೆ ಅಭಿವೃದ್ಧಿ	[889, 344, 942, 359]
police-columns	[1006, 1537, 1551, 1683]
paragraph: ಎರಡು ದಿನಗಳ ಹಿಂದೆ ನಡೆದಿದ್ದ ದಾಳಿಯಲ್ಲಿ 78ಕ್ಕೂ ಹೆಚ್ಚು ಮಂದಿ ಸಾವನ್ನಪ್ಪಿದ್ದು, ನೂರಾರು ಮಂದಿ ಗಾಯಗೊಂಡಿದ್ದಾರೆ. ಗಾಯಾಳುಗಳನ್ನು ಆಸ್ಪತ್ರೆಗೆ ದಾಖಲಿಸಲಾಗಿದೆ.	[1006, 1178, 1182, 1237]
paragraph: ಉನ್ನತ ಶಿಕ್ಷಣ ಕ್ಷೇತ್ರಕ್ಕೆ ಬಜೆಟ್‌ನಲ್ಲಿ 2500 ಕೋಟಿ ರೂ. ಒದಗಿಸಲಾಗಿದ್ದು, ಹೊಸ ವಿಶ್ವವಿದ್ಯಾಲಯಗಳ ಸ್ಥಾಪನೆಗೆ ಕ್ರಮ ಕೈಗೊಳ್ಳಲಾಗಿದೆ.	[653, 1053, 986, 1080]
budget-columns	[17, 321, 813, 917]
paragraph: 'ಬಳಕೆಮಾಡುತ್ತಿರು,ಸೋಷಿಯಲ್‌ ಮಿಡಿಯಾಗೆ ತಡವೇ ಏಕಾಗ್ರ ಬೇಕು,ಸರ್ಕಾರ ಬಿಟ್ಟಿದ್ದು, ಎಂದು ಇದೀಗ16 ವರ್ಷದೊಳಗಿನ ಮಕ್ಕಳಿಗೆ ಸಾಮಾಜಿಕ ಜಾಲತಾಣದಲ್ಲಿ ಖಾತೆ ತೆರೆಯುವ ಮತ್ತು ಬಳಸುವುದನ್ನು ತಡೆಯುತ್ತಿರುವುದಾಗಿ ಮಾಡಲಾಗಿದ್ದು, ಮುಂದಿನ ವರ್ಷ ಇದು ಜಾರಿಗೆ ಬರಲಿದೆ.	[17, 129, 208, 204]
column-rule	[497, 321, 498, 917]
logo-text-left: ಸಂಜೆ	[822, 13, 867, 42]
budget-col-5	[670, 321, 813, 917]
paragraph: ಬೆಂಗಳೂರು ನಗರ ದಕ್ಷಿಣದಲ್ಲಿ ಹೊಸ ಬಡಾವಣೆಗಳ ಅಭಿವೃದ್ಧಿಗೆ ಕ್ರಮ ಕೈಗೊಳ್ಳಲಾಗುವುದು. 2026ರ 27ರ ಹಣಕಾಸು ವರ್ಷದಲ್ಲಿ 1,200 ಕೋಟಿ ರೂ. ನಿರ್ಧಾರವಾಗಿದೆ ಎಂದು ಬಜೆಟ್‌ನಲ್ಲಿ ಉಲ್ಲೇಖಿಸಲಾಗಿದೆ.	[1202, 101, 1367, 176]
paragraph: ವಿವಿಧ ನೀರಾವರಿ ಯೋಜನೆಗಳಿಗೆ 12 ಸಾವಿರ ಎಕರೆ ಪ್ರದೇಶಕ್ಕೆ ನೀರು ಒದಗಿಸುವ ಗುರಿ ಹೊಂದಲಾಗಿದೆ.	[949, 1748, 1240, 1775]
masthead-edition: Sanjevani, Bangalore	[158, 22, 273, 35]
paragraph: ಕಳೆದ ವಾರದಿಂದಲೂ ಅಮೆರಿಕ ಹಾಗೂ ಇಸ್ರೇಲ್ ಪಡೆಗಳು ನಿರಂತರ ದಾಳಿ ನಡೆಸುತ್ತಿವೆ.	[1386, 1378, 1552, 1405]
column-rule	[431, 1013, 432, 1403]
paragraph: ಉನ್ನತ ಶಿಕ್ಷಣ ಕ್ಷೇತ್ರಕ್ಕೆ ಬಜೆಟ್‌ನಲ್ಲಿ 2500 ಕೋಟಿ ರೂ. ಒದಗಿಸಲಾಗಿದ್ದು, ಹೊಸ ವಿಶ್ವವಿದ್ಯಾಲಯಗಳ ಸ್ಥಾಪನೆಗೆ ಕ್ರಮ ಕೈಗೊಳ್ಳಲಾಗಿದೆ.	[180, 619, 324, 678]
column-rule	[1007, 99, 1008, 440]
paragraph: ಒಟ್ಟು 2,000 ಕೋಟಿ ರೂ. ವೆಚ್ಚದಲ್ಲಿ ಪೊಲೀಸ್ ಗೃಹ ನಿರ್ಮಾಣ ಕೈಗೊಳ್ಳಲಾಗುವುದು. 2025 ರಲ್ಲಿ 1,257 ಕೋಟಿ ರೂ. ವೆಚ್ಚದಲ್ಲಿ ಕಾಮಗಾರಿ ಕೈಗೊಳ್ಳಲಾಗಿದೆ.	[1194, 1538, 1363, 1581]
paragraph: ಬೆಂಗಳೂರಿನ ಹೊರವಲಯದಲ್ಲಿ ಸಂಚಾರ ದಟ್ಟಣೆ ನಿವಾರಣೆಗಾಗಿ ಹೊಸ ಯೋಜನೆಗಳು ಜಾರಿಗೆ ಬರಲಿವೆ.	[669, 424, 814, 467]
